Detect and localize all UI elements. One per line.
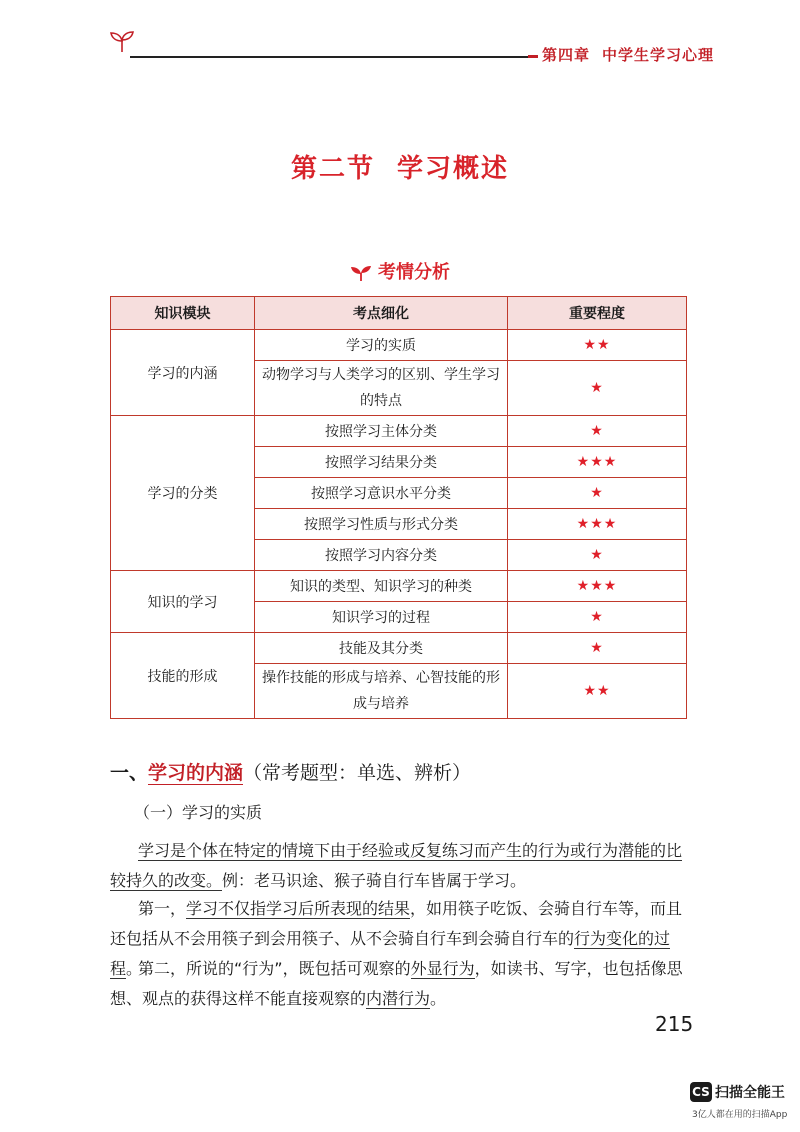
heading-title: 学习的内涵 xyxy=(148,762,244,784)
point-cell: 学习的实质 xyxy=(255,330,508,361)
importance-stars: ★★ xyxy=(508,664,687,719)
importance-stars: ★ xyxy=(508,361,687,416)
point-cell: 操作技能的形成与培养、心智技能的形成与培养 xyxy=(255,664,508,719)
definition-text: 学习是个体在特定的情境下由于经验或反复练习而产生的行为或行为潜能的比较持久的改变。 xyxy=(110,841,683,890)
running-header xyxy=(538,44,718,65)
paragraph-text: 。 xyxy=(126,959,143,978)
importance-stars: ★★ xyxy=(508,330,687,361)
paragraph-second-point xyxy=(110,954,690,1014)
chapter-title: 中学生学习心理 xyxy=(602,46,715,64)
importance-stars: ★ xyxy=(508,540,687,571)
point-cell: 按照学习主体分类 xyxy=(255,416,508,447)
importance-stars: ★ xyxy=(508,602,687,633)
example-text: 例：老马识途、猴子骑自行车皆属于学习。 xyxy=(222,871,527,890)
paragraph-text: 。 xyxy=(430,989,447,1008)
section-number: 第二节 xyxy=(290,154,375,184)
exam-analysis-table xyxy=(110,296,687,719)
importance-stars: ★★★ xyxy=(508,571,687,602)
point-cell: 按照学习结果分类 xyxy=(255,447,508,478)
point-cell: 按照学习意识水平分类 xyxy=(255,478,508,509)
paragraph-text: ，如读书、写字，也包括像思想、观点的获得这样不能直接观察的 xyxy=(110,959,683,1008)
table-header-row xyxy=(111,297,687,330)
paragraph-text: ，如用筷子吃饭、会骑自行车等，而且还包括从不会用筷子到会用筷子、从不会骑自行车到会骑自行车的 xyxy=(110,899,683,948)
paragraph-definition xyxy=(110,836,690,896)
point-cell: 技能及其分类 xyxy=(255,633,508,664)
importance-stars: ★ xyxy=(508,478,687,509)
heading-level-2: （一）学习的实质 xyxy=(134,803,263,822)
header-rule xyxy=(130,56,530,58)
heading-prefix: 一、 xyxy=(110,762,149,784)
chapter-number: 第四章 xyxy=(542,46,591,64)
point-cell: 按照学习内容分类 xyxy=(255,540,508,571)
watermark-tagline: 3亿人都在用的扫描App xyxy=(692,1110,788,1120)
point-cell: 动物学习与人类学习的区别、学生学习的特点 xyxy=(255,361,508,416)
importance-stars: ★ xyxy=(508,633,687,664)
analysis-heading xyxy=(0,258,800,284)
module-cell: 学习的分类 xyxy=(111,416,255,571)
underlined-phrase: 学习不仅指学习后所表现的结果 xyxy=(186,899,411,918)
analysis-heading-text: 考情分析 xyxy=(378,262,450,283)
underlined-phrase: 外显行为 xyxy=(410,959,475,978)
underlined-phrase: 内潜行为 xyxy=(366,989,431,1008)
column-header: 知识模块 xyxy=(111,297,255,330)
column-header: 重要程度 xyxy=(508,297,687,330)
camscanner-logo-icon: CS xyxy=(690,1082,712,1102)
page-number: 215 xyxy=(655,1012,694,1036)
module-cell: 技能的形成 xyxy=(111,633,255,719)
watermark-name: 扫描全能王 xyxy=(715,1085,785,1101)
table-row xyxy=(111,571,687,602)
column-header: 考点细化 xyxy=(255,297,508,330)
importance-stars: ★ xyxy=(508,416,687,447)
importance-stars: ★★★ xyxy=(508,447,687,478)
sprout-icon xyxy=(350,265,372,281)
module-cell: 知识的学习 xyxy=(111,571,255,633)
section-name: 学习概述 xyxy=(397,154,510,184)
point-cell: 按照学习性质与形式分类 xyxy=(255,509,508,540)
table-row xyxy=(111,416,687,447)
paragraph-text: 第二，所说的“行为”，既包括可观察的 xyxy=(138,959,411,978)
heading-note: （常考题型：单选、辨析） xyxy=(243,762,472,784)
table-row xyxy=(111,633,687,664)
underlined-phrase: 行为变化的过程 xyxy=(110,929,671,978)
point-cell: 知识的类型、知识学习的种类 xyxy=(255,571,508,602)
section-title xyxy=(0,148,800,185)
heading-level-1 xyxy=(110,758,471,785)
sprout-icon xyxy=(108,30,136,52)
table-row xyxy=(111,330,687,361)
importance-stars: ★★★ xyxy=(508,509,687,540)
module-cell: 学习的内涵 xyxy=(111,330,255,416)
point-cell: 知识学习的过程 xyxy=(255,602,508,633)
point-lead: 第一， xyxy=(138,899,187,918)
